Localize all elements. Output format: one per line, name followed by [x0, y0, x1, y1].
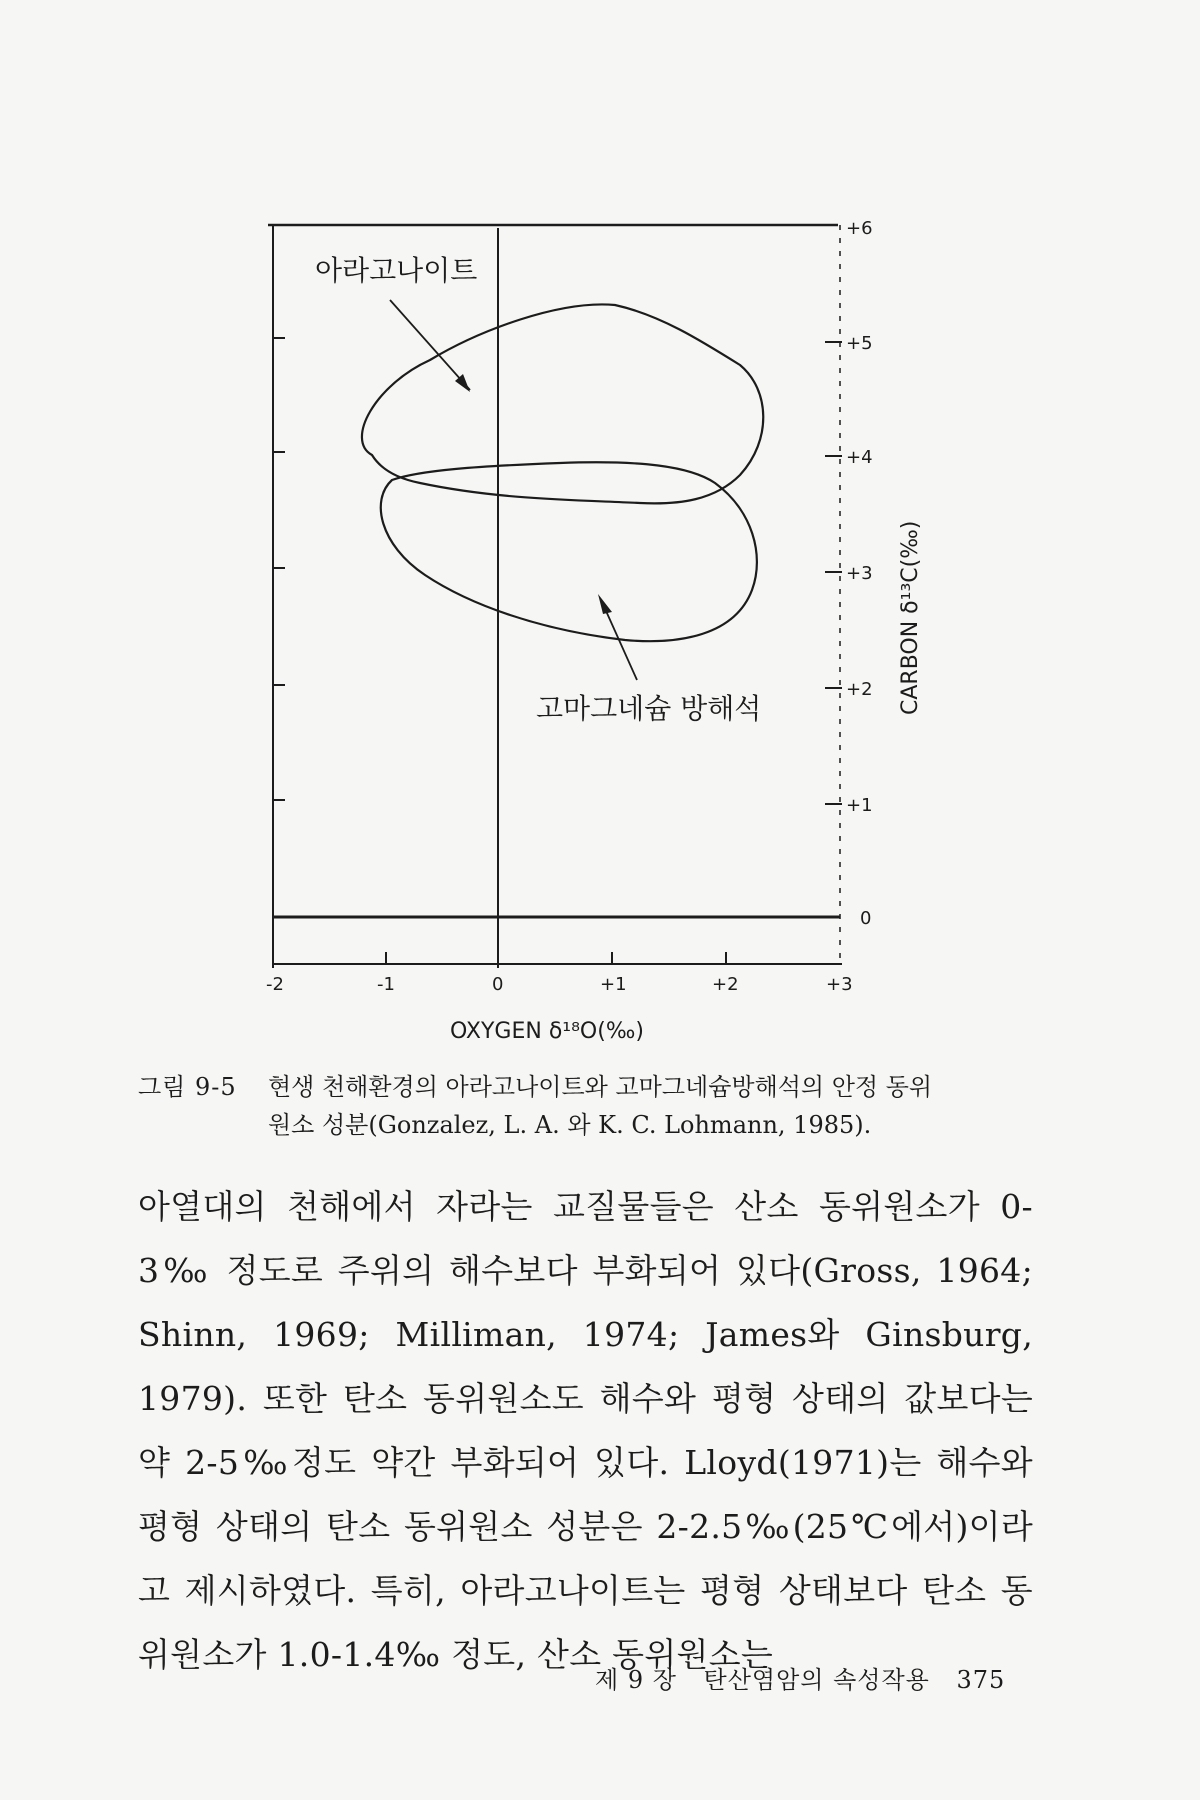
high-mg-calcite-field — [381, 462, 757, 641]
figure-number: 그림 9-5 — [138, 1073, 237, 1101]
y-tick-label: +1 — [846, 795, 873, 816]
bottom-ticks — [386, 952, 726, 964]
x-axis-label: OXYGEN δ¹⁸O(‰) — [450, 1019, 644, 1044]
high-mg-calcite-label: 고마그네슘 방해석 — [536, 692, 762, 725]
x-tick-label: +1 — [600, 974, 627, 995]
page-number: 375 — [956, 1666, 1006, 1694]
page-footer — [595, 1660, 1023, 1695]
y-tick-label: +4 — [846, 447, 873, 468]
body-text — [138, 1175, 1033, 1687]
footer-title: 탄산염암의 속성작용 — [703, 1666, 930, 1694]
caption-line-1: 현생 천해환경의 아라고나이트와 고마그네슘방해석의 안정 동위 — [268, 1073, 933, 1101]
footer-chapter: 제 9 장 — [595, 1666, 677, 1694]
y-tick-label: +5 — [846, 333, 873, 354]
y-tick-label: +3 — [846, 563, 873, 584]
y-tick-label: 0 — [860, 908, 872, 929]
x-tick-label: -2 — [266, 974, 284, 995]
body-paragraph: 아열대의 천해에서 자라는 교질물들은 산소 동위원소가 0-3‰ 정도로 주위의 해수보다 부화되어 있다(Gross, 1964; Shinn, 1969; Milliman, 1974; James와 Ginsburg, 1979). 또한 탄소 동위원소도 해수와 평형 상태의 값보다는 약 2-5‰정도 약간 부화되어 있다. Lloyd(1971)는 해수와 평형 상태의 탄소 동위원소 성분은 2-2.5‰(25℃에서)이라고 제시하였다. 특히, 아라고나이트는 평형 상태보다 탄소 동위원소가 1.0-1.4‰ 정도, 산소 동위원소는 — [138, 1187, 1033, 1674]
left-ticks — [273, 338, 285, 800]
caption-line-2: 원소 성분(Gonzalez, L. A. 와 K. C. Lohmann, 1985). — [268, 1111, 872, 1139]
x-tick-label: -1 — [377, 974, 395, 995]
y-tick-label: +6 — [846, 218, 873, 239]
aragonite-label: 아라고나이트 — [315, 254, 478, 287]
calcite-arrowhead — [598, 594, 612, 614]
x-tick-label: +3 — [826, 974, 853, 995]
y-tick-label: +2 — [846, 679, 873, 700]
x-tick-label: 0 — [492, 974, 504, 995]
figure-caption — [138, 1068, 1038, 1144]
x-tick-label: +2 — [712, 974, 739, 995]
y-axis-label: CARBON δ¹³C(‰) — [898, 520, 923, 715]
